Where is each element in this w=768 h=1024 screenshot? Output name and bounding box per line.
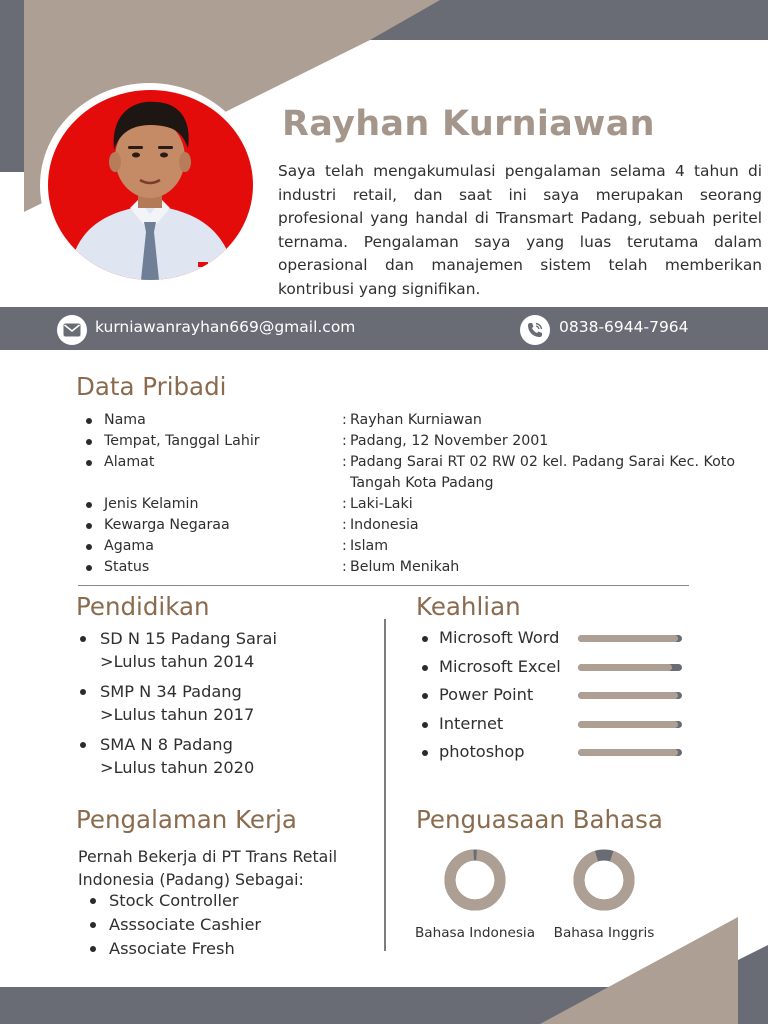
field-label: Tempat, Tanggal Lahir bbox=[104, 433, 260, 449]
field-label: Alamat bbox=[104, 454, 155, 470]
list-item bbox=[420, 684, 710, 713]
skill-level-fill bbox=[578, 692, 678, 699]
language-english bbox=[534, 849, 674, 941]
skill-level-bar bbox=[578, 692, 682, 699]
bullet bbox=[80, 689, 86, 695]
bullet bbox=[86, 460, 92, 466]
bullet bbox=[86, 544, 92, 550]
field-value: : Indonesia bbox=[342, 517, 419, 533]
bullet bbox=[86, 565, 92, 571]
job-role: Stock Controller bbox=[109, 891, 239, 910]
graduation-year: >Lulus tahun 2014 bbox=[100, 652, 255, 671]
school-name: SMP N 34 Padang bbox=[100, 682, 242, 701]
list-item bbox=[78, 627, 378, 680]
job-role: Asssociate Cashier bbox=[109, 915, 262, 934]
experience-intro: Pernah Bekerja di PT Trans Retail Indonesia (Padang) Sebagai: bbox=[78, 847, 338, 889]
language-donut bbox=[572, 849, 636, 911]
list-item bbox=[86, 410, 766, 431]
language-indonesia bbox=[405, 849, 545, 941]
school-name: SMA N 8 Padang bbox=[100, 735, 233, 754]
field-value: : Islam bbox=[342, 538, 389, 554]
field-label: Status bbox=[104, 559, 150, 575]
language-name: Bahasa Inggris bbox=[553, 925, 655, 941]
field-value: : Laki-Laki bbox=[342, 496, 413, 512]
section-title-education: Pendidikan bbox=[76, 592, 210, 621]
school-name: SD N 15 Padang Sarai bbox=[100, 629, 277, 648]
bullet bbox=[422, 693, 428, 699]
bullet bbox=[90, 946, 96, 952]
skill-level-fill bbox=[578, 664, 672, 671]
bullet bbox=[422, 636, 428, 642]
bullet bbox=[80, 636, 86, 642]
skill-level-fill bbox=[578, 635, 678, 642]
skill-level-fill bbox=[578, 749, 678, 756]
skill-name: Microsoft Word bbox=[439, 628, 560, 647]
list-item bbox=[420, 627, 710, 656]
list-item bbox=[78, 680, 378, 733]
field-label: Jenis Kelamin bbox=[104, 496, 199, 512]
email-address[interactable]: kurniawanrayhan669@gmail.com bbox=[95, 318, 356, 336]
skill-name: Microsoft Excel bbox=[439, 656, 561, 676]
bullet bbox=[80, 742, 86, 748]
bullet bbox=[422, 665, 428, 671]
field-value: : Rayhan Kurniawan bbox=[342, 412, 482, 428]
candidate-name: Rayhan Kurniawan bbox=[282, 104, 655, 144]
section-title-personal-data: Data Pribadi bbox=[76, 372, 227, 401]
skill-name: Power Point bbox=[439, 685, 534, 704]
list-item bbox=[86, 536, 766, 557]
skill-name: Internet bbox=[439, 713, 504, 733]
field-label: Agama bbox=[104, 538, 154, 554]
skill-level-bar bbox=[578, 664, 682, 671]
bullet bbox=[422, 722, 428, 728]
section-title-languages: Penguasaan Bahasa bbox=[416, 805, 663, 834]
phone-number[interactable]: 0838-6944-7964 bbox=[559, 318, 689, 336]
list-item bbox=[420, 741, 710, 770]
job-role: Associate Fresh bbox=[109, 939, 235, 958]
profile-photo bbox=[48, 90, 253, 280]
section-title-skills: Keahlian bbox=[416, 592, 521, 621]
skill-level-bar bbox=[578, 749, 682, 756]
graduation-year: >Lulus tahun 2020 bbox=[100, 758, 255, 777]
field-value: : Padang, 12 November 2001 bbox=[342, 433, 549, 449]
personal-data-list bbox=[86, 410, 766, 578]
field-value: : Belum Menikah bbox=[342, 559, 460, 575]
phone-icon bbox=[520, 315, 550, 345]
horizontal-divider bbox=[78, 585, 689, 586]
list-item bbox=[86, 494, 766, 515]
skill-level-fill bbox=[578, 721, 678, 728]
bullet bbox=[86, 418, 92, 424]
list-item bbox=[78, 733, 378, 786]
bullet bbox=[90, 922, 96, 928]
field-label: Kewarga Negaraa bbox=[104, 517, 230, 533]
bullet bbox=[90, 898, 96, 904]
list-item bbox=[86, 557, 766, 578]
language-donut bbox=[443, 849, 507, 911]
field-label: Nama bbox=[104, 412, 146, 428]
vertical-divider bbox=[384, 619, 386, 951]
section-title-experience: Pengalaman Kerja bbox=[76, 805, 297, 834]
list-item bbox=[86, 452, 766, 494]
list-item bbox=[86, 515, 766, 536]
profile-summary: Saya telah mengakumulasi pengalaman selama 4 tahun di industri retail, dan saat ini saya merupakan seorang profesional yang handal di Transmart Padang, sebuah peritel ternama. Pengalaman saya yang luas terutama dalam operasional dan manajemen sistem telah memberikan kontribusi yang signifikan. bbox=[278, 162, 762, 298]
skill-level-bar bbox=[578, 721, 682, 728]
language-name: Bahasa Indonesia bbox=[414, 925, 536, 941]
bullet bbox=[86, 502, 92, 508]
graduation-year: >Lulus tahun 2017 bbox=[100, 705, 255, 724]
list-item bbox=[86, 431, 766, 452]
list-item bbox=[420, 656, 710, 685]
education-list bbox=[78, 627, 378, 786]
skill-level-bar bbox=[578, 635, 682, 642]
bullet bbox=[86, 439, 92, 445]
skills-list bbox=[420, 627, 710, 770]
envelope-icon bbox=[57, 315, 87, 345]
bullet bbox=[86, 523, 92, 529]
field-value: : Padang Sarai RT 02 RW 02 kel. Padang Sarai Kec. Koto Tangah Kota Padang bbox=[342, 454, 736, 491]
skill-name: photoshop bbox=[439, 742, 525, 761]
bullet bbox=[422, 750, 428, 756]
list-item bbox=[420, 713, 710, 742]
